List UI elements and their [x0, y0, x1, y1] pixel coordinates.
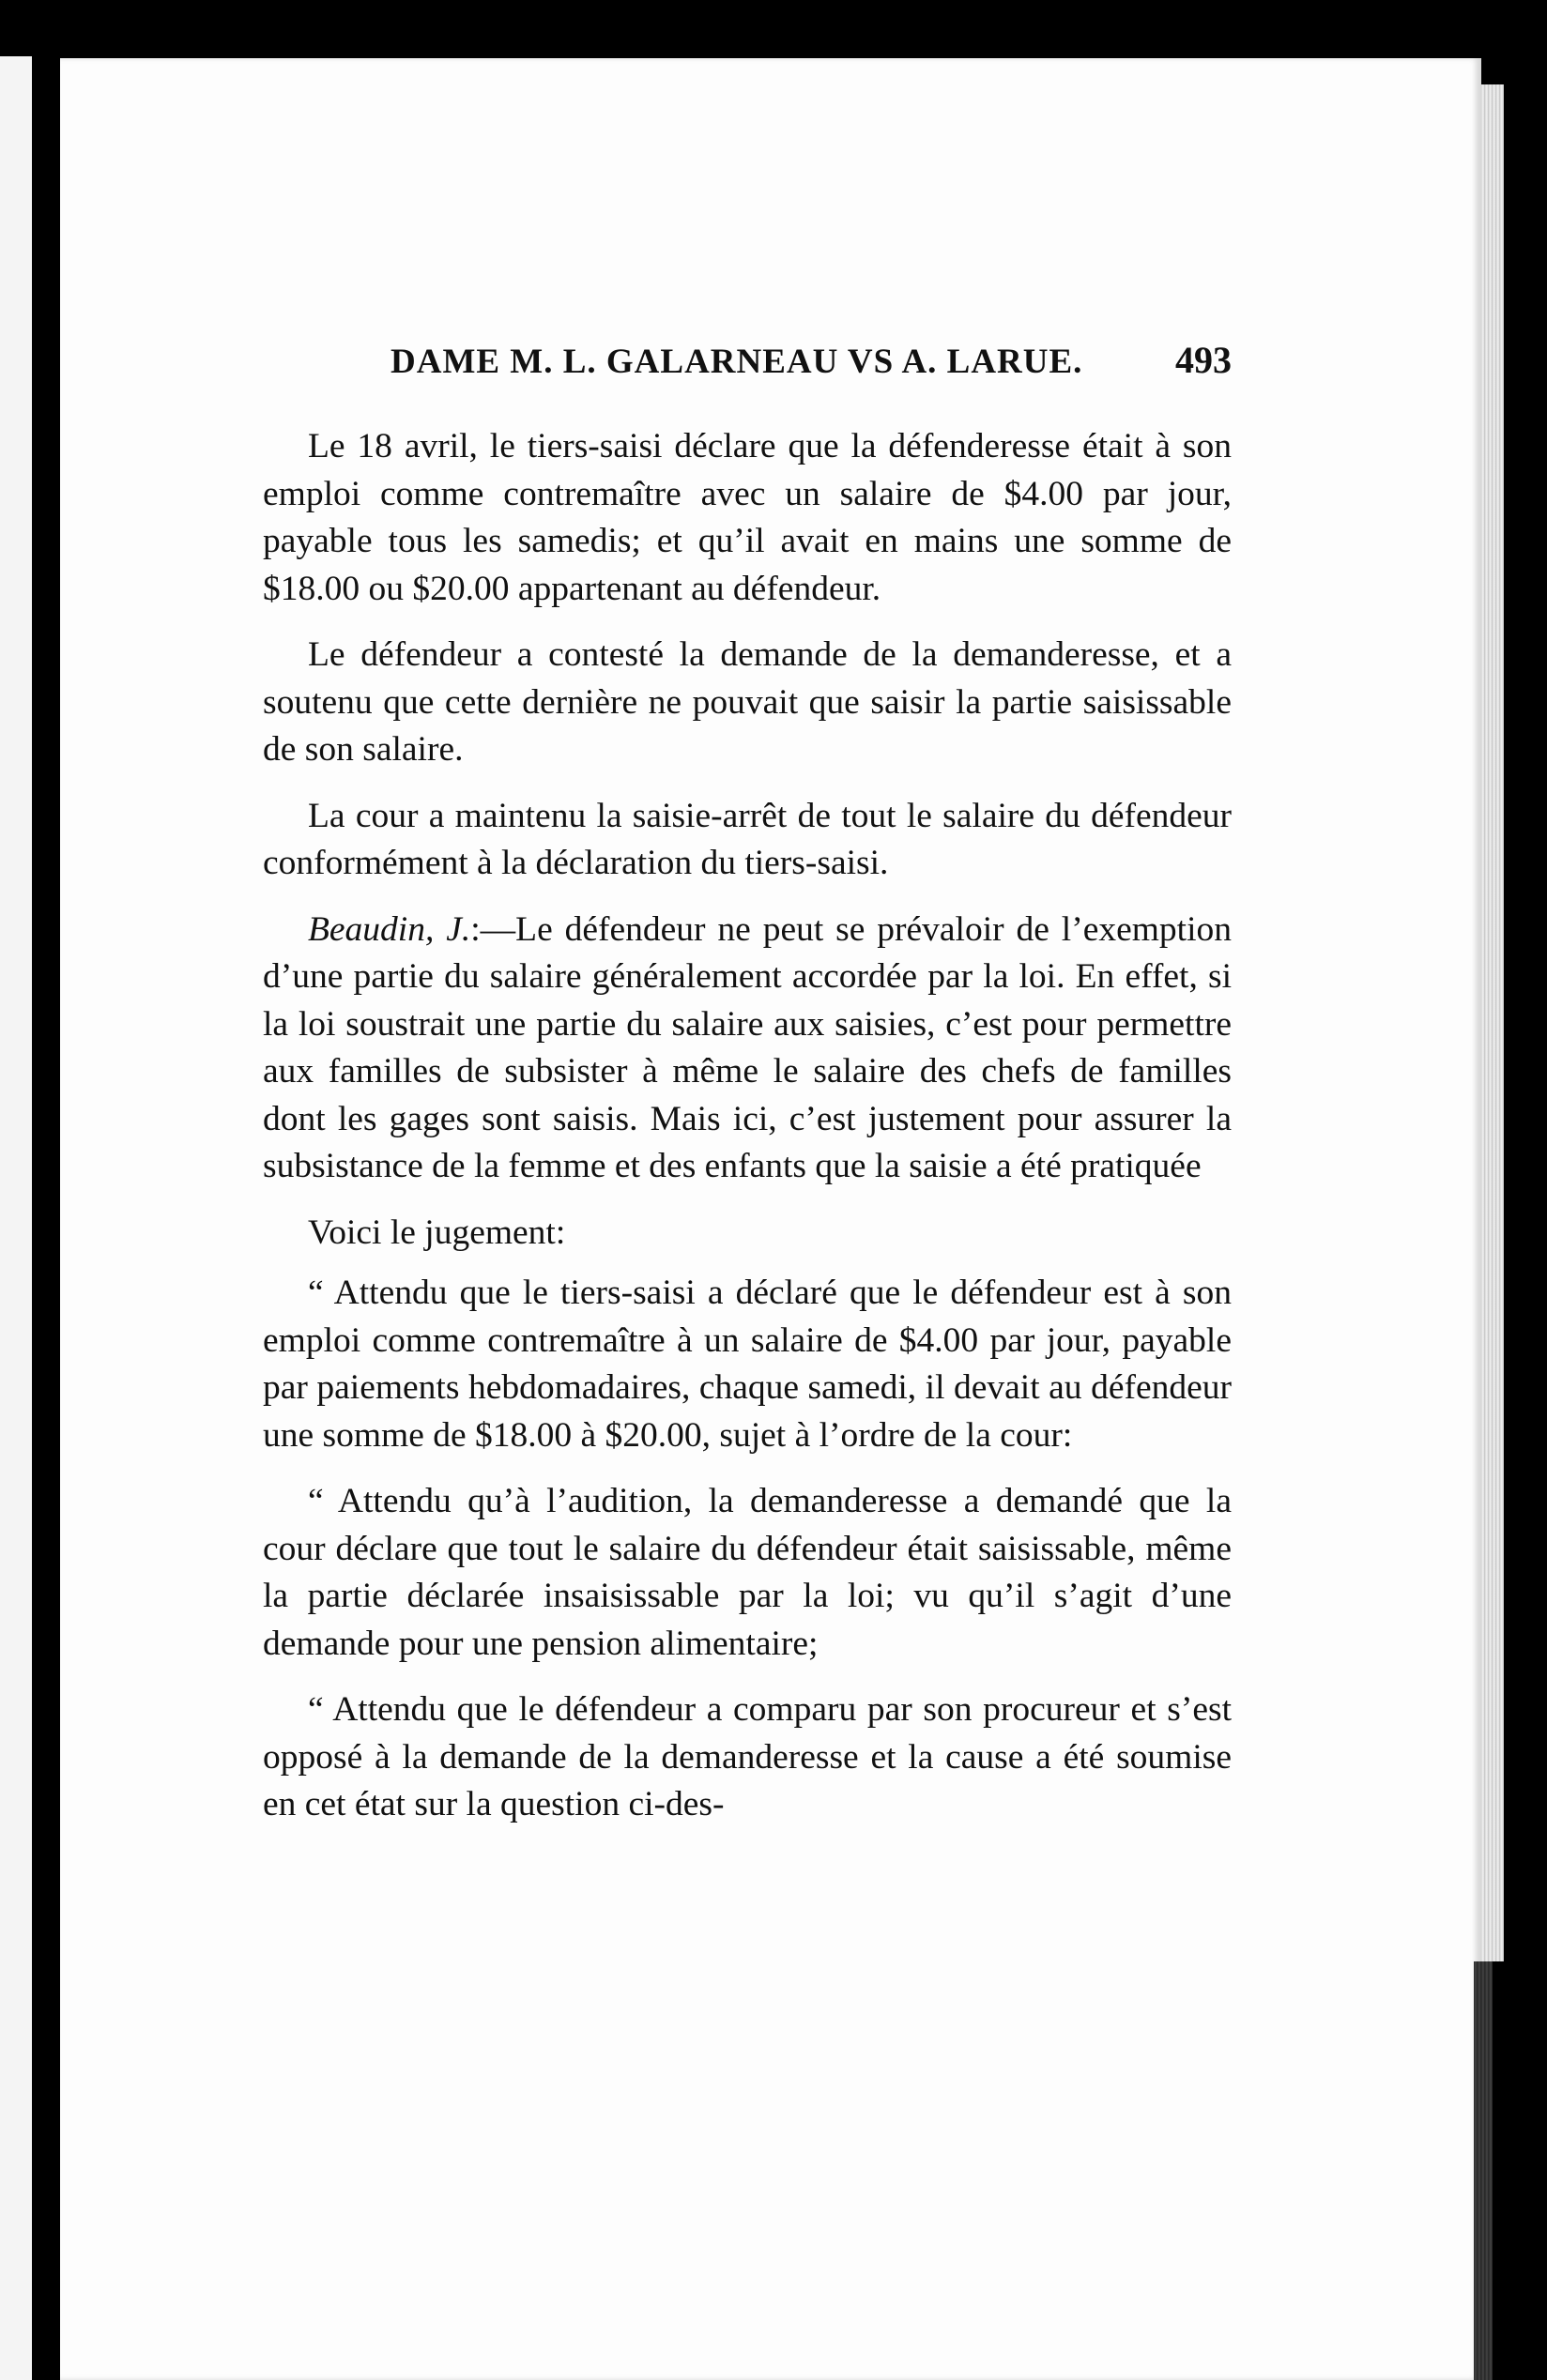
page-stack-edge-lower — [1474, 1961, 1493, 2380]
paragraph-5: Voici le jugement: — [308, 1213, 566, 1252]
running-head-title: DAME M. L. GALARNEAU VS A. LARUE. — [391, 343, 1083, 381]
paragraph-7: “ Attendu qu’à l’audition, la demanderesse a demandé que la cour déclare que tout le salaire du défendeur était saisissable, même la partie déclarée insaisissable par la loi; vu qu’il s’agit d’une demande pour une pension alimentaire; — [263, 1482, 1232, 1663]
paragraph-3: La cour a maintenu la saisie-arrêt de tout le salaire du défendeur conformément à la déclaration du tiers-saisi. — [263, 796, 1232, 882]
page-content — [263, 338, 1232, 1848]
judge-name: Beaudin, J. — [308, 909, 471, 949]
paragraph-4 — [263, 907, 1232, 1191]
paragraph-6: “ Attendu que le tiers-saisi a déclaré que le défendeur est à son emploi comme contremaître à un salaire de $4.00 par jour, payable par paiements hebdomadaires, chaque samedi, il devait au défendeur une somme de $18.00 à $20.00, sujet à l’ordre de la cour: — [263, 1274, 1232, 1455]
paragraph-2: Le défendeur a contesté la demande de la demanderesse, et a soutenu que cette dernière ne pouvait que saisir la partie saisissable de son salaire. — [263, 635, 1232, 769]
paragraph-4-text: :—Le défendeur ne peut se prévaloir de l’exemption d’une partie du salaire généralement accordée par la loi. En effet, si la loi soustrait une partie du salaire aux saisies, c’est pour permettre aux familles de subsister à même le salaire des chefs de familles dont les gages sont saisis. Mais ici, c’est justement pour assurer la subsistance de la femme et des enfants que la saisie a été pratiquée — [263, 909, 1232, 1185]
page-number: 493 — [1175, 339, 1232, 381]
running-head — [263, 338, 1232, 382]
paragraph-8: “ Attendu que le défendeur a comparu par son procureur et s’est opposé à la demande de la demanderesse et la cause a été soumise en cet état sur la question ci-des- — [263, 1690, 1232, 1823]
paragraph-1: Le 18 avril, le tiers-saisi déclare que la défenderesse était à son emploi comme contremaître avec un salaire de $4.00 par jour, payable tous les samedis; et qu’il avait en mains une somme de $18.00 ou $20.00 appartenant au défendeur. — [263, 427, 1232, 608]
page-stack-edge — [1481, 84, 1504, 1961]
adjacent-page-edge — [0, 56, 32, 2380]
